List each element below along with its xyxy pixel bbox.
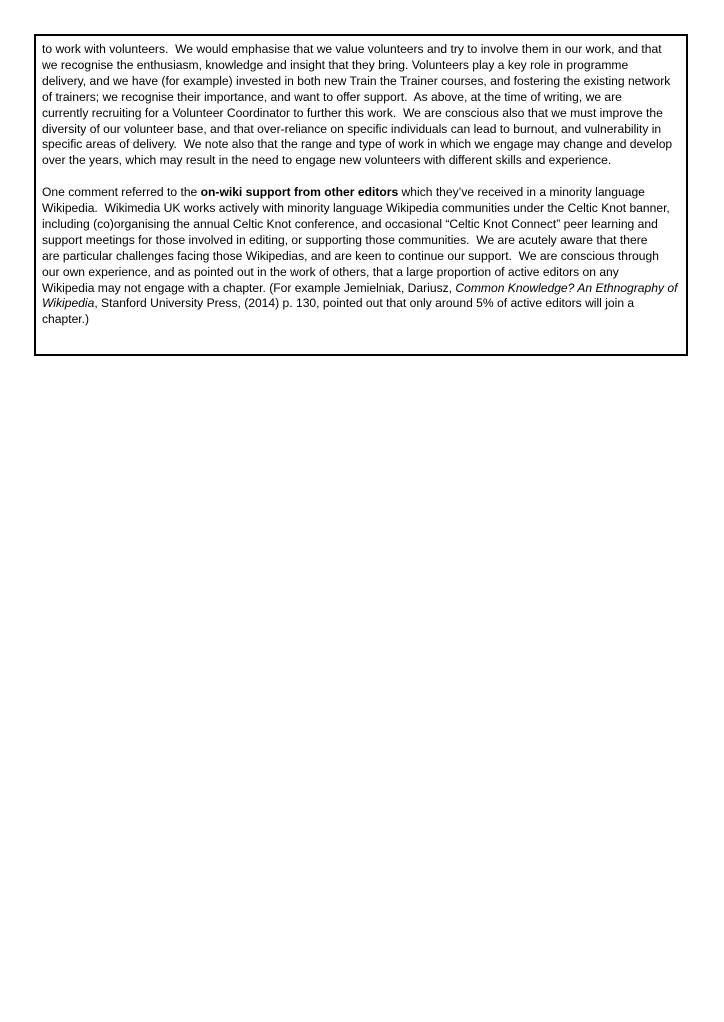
bold-phrase: on-wiki support from other editors — [200, 185, 399, 200]
text-segment: Wikipedia may not engage with a chapter. (For example Jemielniak, Dariusz, — [42, 280, 456, 295]
text-line — [42, 185, 680, 201]
italic-book-title: Wikipedia — [42, 296, 95, 311]
text-line: Wikipedia. Wikimedia UK works actively with minority language Wikipedia communities under the Celtic Knot banner, — [42, 201, 670, 216]
text-line: specific areas of delivery. We note also that the range and type of work in which we engage may change and develop — [42, 137, 673, 152]
text-line: support meetings for those involved in editing, or supporting those communities. We are acutely aware that there — [42, 232, 648, 247]
text-line: chapter.) — [42, 312, 90, 327]
text-line: to work with volunteers. We would emphasise that we value volunteers and try to involve them in our work, and that — [42, 42, 662, 56]
text-segment: , Stanford University Press, (2014) p. 130, pointed out that only around 5% of active editors will join a — [94, 296, 635, 311]
text-line: currently recruiting for a Volunteer Coordinator to further this work. We are conscious also that we must improve the — [42, 105, 663, 120]
text-line: diversity of our volunteer base, and that over-reliance on specific individuals can lead to burnout, and vulnerability in — [42, 121, 662, 136]
text-line — [42, 296, 680, 312]
text-line: we recognise the enthusiasm, knowledge and insight that they bring. Volunteers play a key role in programme — [42, 57, 629, 72]
text-segment: which they’ve received in a minority language — [398, 185, 645, 200]
text-line: over the years, which may result in the need to engage new volunteers with different skills and experience. — [42, 153, 612, 168]
text-line: our own experience, and as pointed out in the work of others, that a large proportion of active editors on any — [42, 264, 619, 279]
bordered-text-box — [34, 34, 688, 356]
text-line: of trainers; we recognise their importance, and want to offer support. As above, at the time of writing, we are — [42, 89, 622, 104]
text-line: are particular challenges facing those Wikipedias, and are keen to continue our support. We are conscious through — [42, 248, 659, 263]
text-segment: One comment referred to the — [42, 185, 201, 200]
text-line — [42, 281, 680, 297]
italic-book-title: Common Knowledge? An Ethnography of — [455, 280, 678, 295]
paragraph-volunteers — [42, 42, 680, 169]
text-line: including (co)organising the annual Celtic Knot conference, and occasional “Celtic Knot Connect” peer learning and — [42, 216, 658, 231]
text-line: delivery, and we have (for example) invested in both new Train the Trainer courses, and fostering the existing network — [42, 73, 671, 88]
paragraph-on-wiki-support — [42, 185, 680, 328]
